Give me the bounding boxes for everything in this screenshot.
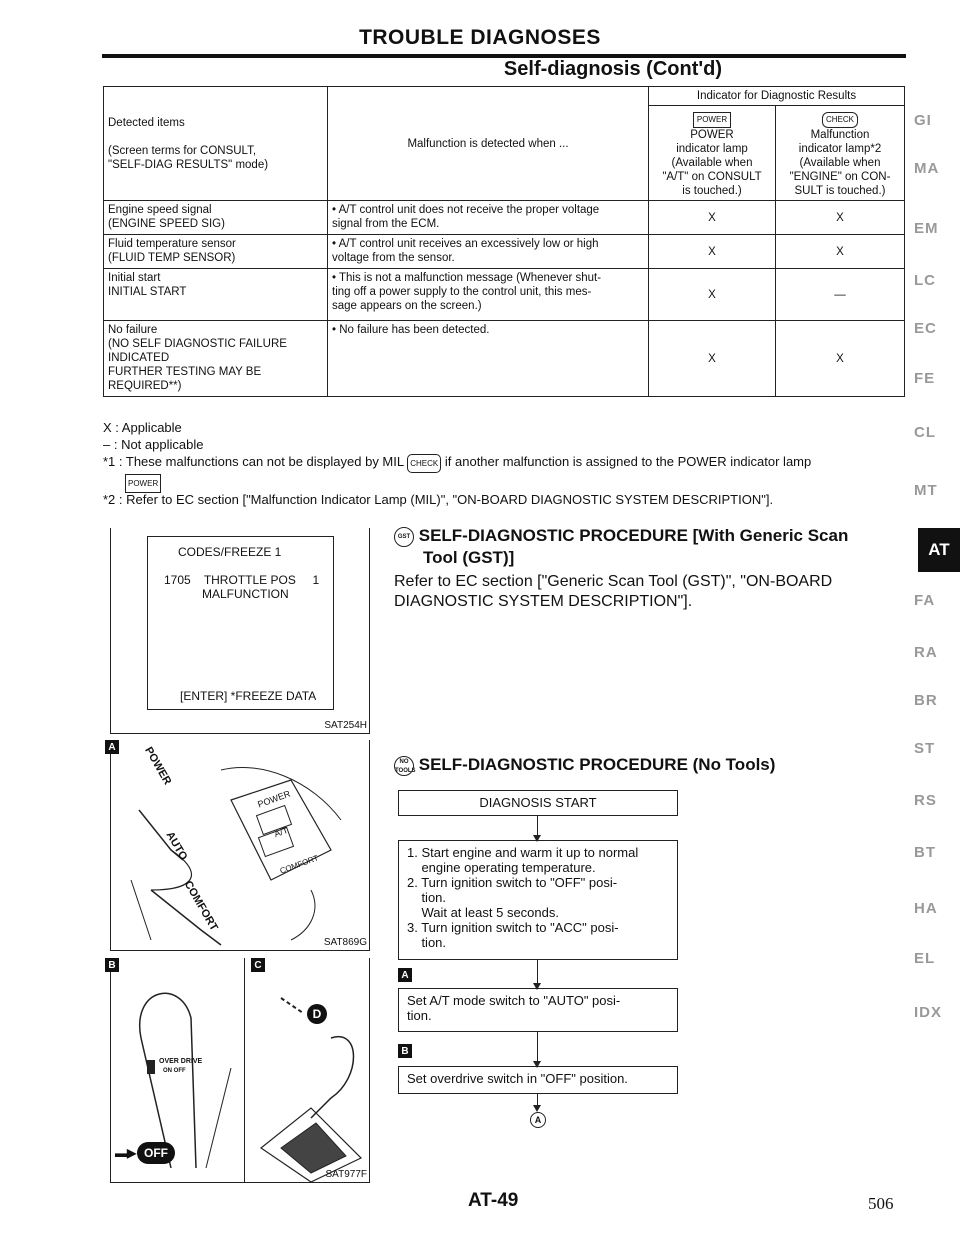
section-tab[interactable]: FE <box>914 370 936 387</box>
malfunction-header: Malfunction is detected when ... <box>328 87 649 201</box>
section-tab[interactable]: GI <box>914 112 932 129</box>
section-tab[interactable]: MA <box>914 160 940 177</box>
scan-tool-screen: CODES/FREEZE 1 1705 THROTTLE POS 1 MALFUNCTION [ENTER] *FREEZE DATA <box>147 536 334 710</box>
section-tab[interactable]: EM <box>914 220 939 237</box>
table-row: Engine speed signal (ENGINE SPEED SIG) • A/T control unit does not receive the proper voltage signal from the ECM. X X <box>104 201 905 235</box>
flow-arrow <box>537 1094 538 1110</box>
flow-step-2: Set A/T mode switch to "AUTO" posi- tion. <box>398 988 678 1032</box>
table-row: Initial start INITIAL START • This is not a malfunction message (Whenever shut- ting off a power supply to the control unit, this mes- sage appears on the screen.) X — <box>104 269 905 321</box>
mode-switch-diagram <box>111 740 369 950</box>
page-title: TROUBLE DIAGNOSES <box>359 26 601 49</box>
check-engine-icon: CHECK <box>407 454 441 473</box>
flow-arrow <box>537 960 538 988</box>
figure-code: SAT977F <box>325 1169 367 1180</box>
check-engine-icon: CHECK <box>822 112 858 128</box>
flow-step-start: DIAGNOSIS START <box>398 790 678 816</box>
section-tab[interactable]: RS <box>914 792 937 809</box>
page-label: AT-49 <box>468 1190 519 1211</box>
arrow-icon: ▬▶ <box>115 1146 137 1160</box>
table-notes: X : Applicable – : Not applicable *1 : These malfunctions can not be displayed by MIL CHECK if another malfunction is assigned to the POWER indicator lamp POWER *2 : Refer to EC section ["Malfunction Indicator Lamp (MIL)", "ON-BOARD DIAGNOSTIC SYSTEM DESCRIPTION"]. <box>103 420 812 507</box>
figure-code: SAT254H <box>324 720 367 731</box>
flow-marker-b: B <box>398 1044 412 1058</box>
page-subtitle: Self-diagnosis (Cont'd) <box>503 58 722 80</box>
section-tab[interactable]: EL <box>914 950 936 967</box>
figure-marker-a: A <box>105 740 119 754</box>
scan-tool-figure <box>110 528 370 734</box>
power-lamp-icon: POWER <box>693 112 731 128</box>
section-tab[interactable]: FA <box>914 592 936 609</box>
section-tab[interactable]: HA <box>914 900 938 917</box>
table-row: Fluid temperature sensor (FLUID TEMP SENSOR) • A/T control unit receives an excessively low or high voltage from the sensor. X X <box>104 235 905 269</box>
table-row: No failure (NO SELF DIAGNOSTIC FAILURE INDICATED FURTHER TESTING MAY BE REQUIRED**) • No failure has been detected. X X <box>104 321 905 397</box>
section-tab[interactable]: IDX <box>914 1004 943 1021</box>
section-tab[interactable]: BR <box>914 692 938 709</box>
indicator-header: Indicator for Diagnostic Results <box>649 87 905 106</box>
section-tab[interactable]: RA <box>914 644 938 661</box>
diagnostic-table <box>103 86 905 397</box>
page-number: 506 <box>868 1194 894 1213</box>
figure-a: A POWER AUTO COMFORT POWER A/T COMFORT SAT869G <box>110 740 370 951</box>
power-indicator-header: POWER POWER indicator lamp (Available when "A/T" on CONSULT is touched.) <box>649 106 776 201</box>
flow-marker-a: A <box>398 968 412 982</box>
flow-arrow <box>537 1032 538 1066</box>
flow-step-3: Set overdrive switch in "OFF" position. <box>398 1066 678 1094</box>
drive-position-badge: D <box>307 1004 327 1024</box>
section-tab[interactable]: ST <box>914 740 936 757</box>
gst-section-title-line2: Tool (GST)] <box>423 548 515 567</box>
gst-section-title: GST SELF-DIAGNOSTIC PROCEDURE [With Generic Scan <box>394 526 848 547</box>
gst-tool-icon: GST <box>394 527 414 547</box>
flow-step-1: 1. Start engine and warm it up to normal engine operating temperature. 2. Turn ignition switch to "OFF" posi- tion. Wait at least 5 seconds. 3. Turn ignition switch to "ACC" posi- tion. <box>398 840 678 960</box>
section-tab[interactable]: CL <box>914 424 936 441</box>
section-tab[interactable]: BT <box>914 844 936 861</box>
check-indicator-header: CHECK Malfunction indicator lamp*2 (Available when "ENGINE" on CON- SULT is touched.) <box>776 106 905 201</box>
section-tab[interactable]: MT <box>914 482 938 499</box>
section-tab[interactable]: EC <box>914 320 937 337</box>
power-lamp-icon: POWER <box>125 474 161 493</box>
section-tab[interactable]: LC <box>914 272 936 289</box>
no-tools-icon: NO TOOLS <box>394 756 414 776</box>
figure-marker-b: B <box>105 958 119 972</box>
figure-code: SAT869G <box>323 937 367 948</box>
no-tools-section-title: NO TOOLS SELF-DIAGNOSTIC PROCEDURE (No Tools) <box>395 755 776 774</box>
flow-connector-a: A <box>530 1112 546 1128</box>
off-badge: OFF <box>137 1142 175 1164</box>
overdrive-label: OVER DRIVE <box>159 1058 203 1065</box>
gst-section-body: Refer to EC section ["Generic Scan Tool (GST)", "ON-BOARD DIAGNOSTIC SYSTEM DESCRIPTION"]. <box>394 573 833 610</box>
detected-items-header: Detected items (Screen terms for CONSULT, "SELF-DIAG RESULTS" mode) <box>104 87 328 201</box>
figure-bc: B C OVER DRIVE ON OFF ▬▶ OFF D SAT977F <box>110 958 370 1183</box>
figure-marker-c: C <box>251 958 265 972</box>
section-tab-active[interactable]: AT <box>918 528 960 572</box>
flow-arrow <box>537 816 538 840</box>
